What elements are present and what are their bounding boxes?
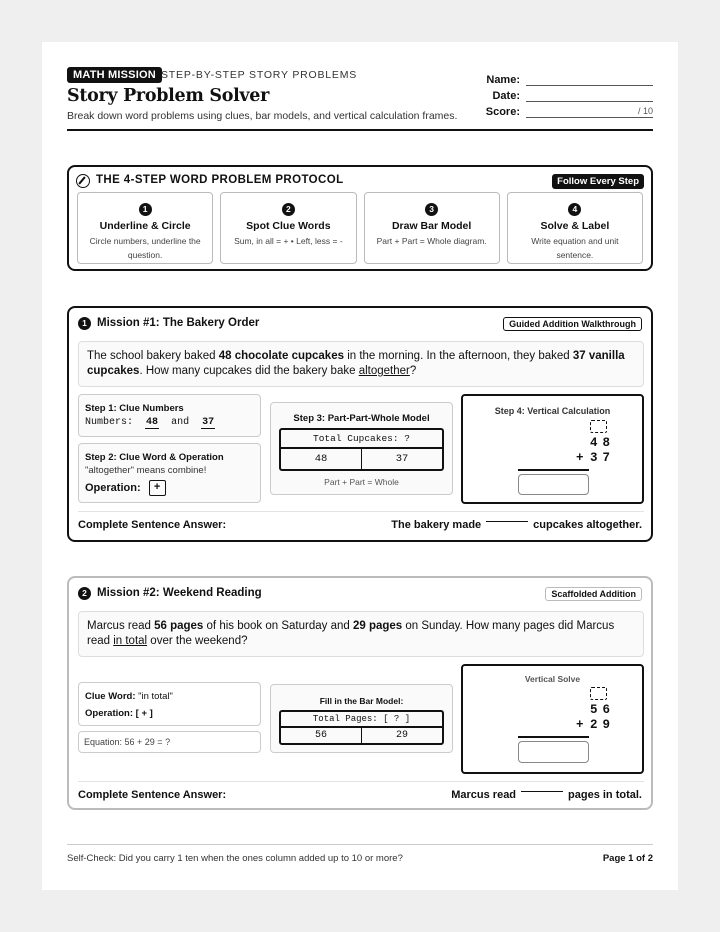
step-description: Part + Part = Whole diagram. [376,236,487,246]
step-description: Sum, in all = + • Left, less = - [234,236,343,246]
mission-number-badge: 1 [78,317,91,330]
step-number-badge: 2 [282,203,295,216]
step1-label: Step 1: Clue Numbers [85,403,184,414]
page-subtitle: Break down word problems using clues, bar models, and vertical calculation frames. [67,110,458,122]
addend-bottom: 29 [590,718,616,732]
step-title: Underline & Circle [99,220,191,232]
sentence-divider [78,781,644,782]
date-label: Date: [492,90,520,102]
name-label: Name: [486,74,520,86]
step-title: Draw Bar Model [391,220,472,232]
follow-every-step-pill: Follow Every Step [552,174,644,189]
addend-top: 56 [590,703,616,717]
operation-line: Operation: + [85,480,166,496]
score-label: Score: [485,106,520,118]
operation-box[interactable]: + [149,480,166,496]
mission-type-pill: Guided Addition Walkthrough [503,317,642,331]
answer-blank[interactable] [486,521,528,522]
step4-label: Step 4: Vertical Calculation [494,406,611,416]
bar-part-2: 37 [395,453,409,465]
bar-whole: Total Pages: [ ? ] [281,712,442,728]
sentence-label: Complete Sentence Answer: [78,789,227,801]
bar-part-1: 56 [281,728,362,743]
carry-box[interactable] [590,687,607,700]
step-description: Circle numbers, underline the question. [89,236,201,260]
bar-model [279,428,444,471]
name-field [466,72,653,86]
carry-box[interactable] [590,420,607,433]
addend-top: 48 [590,436,616,450]
vertical-solve-label: Vertical Solve [524,674,581,684]
protocol-step-3 [364,192,500,264]
vertical-calc-frame [461,394,644,504]
answer-box[interactable] [518,474,589,495]
mission-1-card [67,306,653,542]
page-number: Page 1 of 2 [602,853,653,864]
mission-2-card [67,576,653,810]
footer-divider [67,844,653,845]
operation-line: Operation: [ + ] [85,708,153,719]
header-divider [67,129,653,131]
equation-text: Equation: 56 + 29 = ? [84,737,171,747]
vertical-solve-frame [461,664,644,774]
bar-model-card [270,684,453,753]
plus-sign: + [576,718,589,732]
sentence-answer: The bakery made cupcakes altogether. [391,519,642,531]
sum-line [518,469,589,471]
date-line[interactable] [526,90,653,102]
bar-caption: Part + Part = Whole [324,477,399,487]
bar-model [279,710,444,745]
step1-card [78,394,261,437]
step2-card [78,443,261,503]
math-mission-badge: MATH MISSION [67,67,162,83]
page-title: Story Problem Solver [67,86,270,106]
step-description: Write equation and unit sentence. [531,236,619,260]
step-number-badge: 3 [425,203,438,216]
protocol-steps [77,192,643,264]
bar-part-1: 48 [281,449,362,469]
step-number-badge: 4 [568,203,581,216]
score-field [466,104,653,118]
step-title: Spot Clue Words [246,220,331,232]
compass-icon [76,174,90,188]
protocol-box [67,165,653,271]
worksheet-page [42,42,678,890]
step-title: Solve & Label [540,220,610,232]
mission-type-pill: Scaffolded Addition [545,587,642,601]
bar-part-2: 29 [395,730,408,741]
header-kicker: STEP-BY-STEP STORY PROBLEMS [161,69,358,81]
sum-line [518,736,589,738]
step2-label: Step 2: Clue Word & Operation [85,452,224,463]
clue-card [78,682,261,726]
clue-word-line: Clue Word: "in total" [85,691,173,702]
step-number-badge: 1 [139,203,152,216]
self-check-note: Self-Check: Did you carry 1 ten when the ones column added up to 10 or more? [67,853,403,864]
sentence-divider [78,511,644,512]
equation-card [78,731,261,753]
score-line[interactable]: / 10 [526,106,653,118]
addend-bottom: 37 [590,451,616,465]
protocol-step-2 [220,192,356,264]
answer-box[interactable] [518,741,589,763]
mission-title: Mission #1: The Bakery Order [97,317,260,329]
protocol-title: THE 4-STEP WORD PROBLEM PROTOCOL [96,174,344,186]
clue-numbers-line: Numbers: 48 and 37 [85,417,215,428]
clue-word-note: "altogether" means combine! [85,465,207,476]
mission-title: Mission #2: Weekend Reading [97,587,262,599]
sentence-answer: Marcus read pages in total. [451,789,642,801]
problem-text: The school bakery baked 48 chocolate cupcakes in the morning. In the afternoon, they baked 37 vanilla cupcakes. How many cupcakes did the bakery bake altogether? [78,341,644,387]
mission-number-badge: 2 [78,587,91,600]
protocol-step-1 [77,192,213,264]
bar-model-label: Fill in the Bar Model: [319,696,404,706]
sentence-label: Complete Sentence Answer: [78,519,227,531]
clue-number-2[interactable]: 37 [202,417,215,428]
problem-text: Marcus read 56 pages of his book on Saturday and 29 pages on Sunday. How many pages did Marcus read in total over the weekend? [78,611,644,657]
step3-card [270,402,453,495]
answer-blank[interactable] [521,791,563,792]
protocol-step-4 [507,192,643,264]
name-line[interactable] [526,74,653,86]
date-field [466,88,653,102]
plus-sign: + [576,451,589,465]
clue-number-1[interactable]: 48 [146,417,159,428]
step3-label: Step 3: Part-Part-Whole Model [293,413,430,424]
bar-whole: Total Cupcakes: ? [281,430,442,449]
